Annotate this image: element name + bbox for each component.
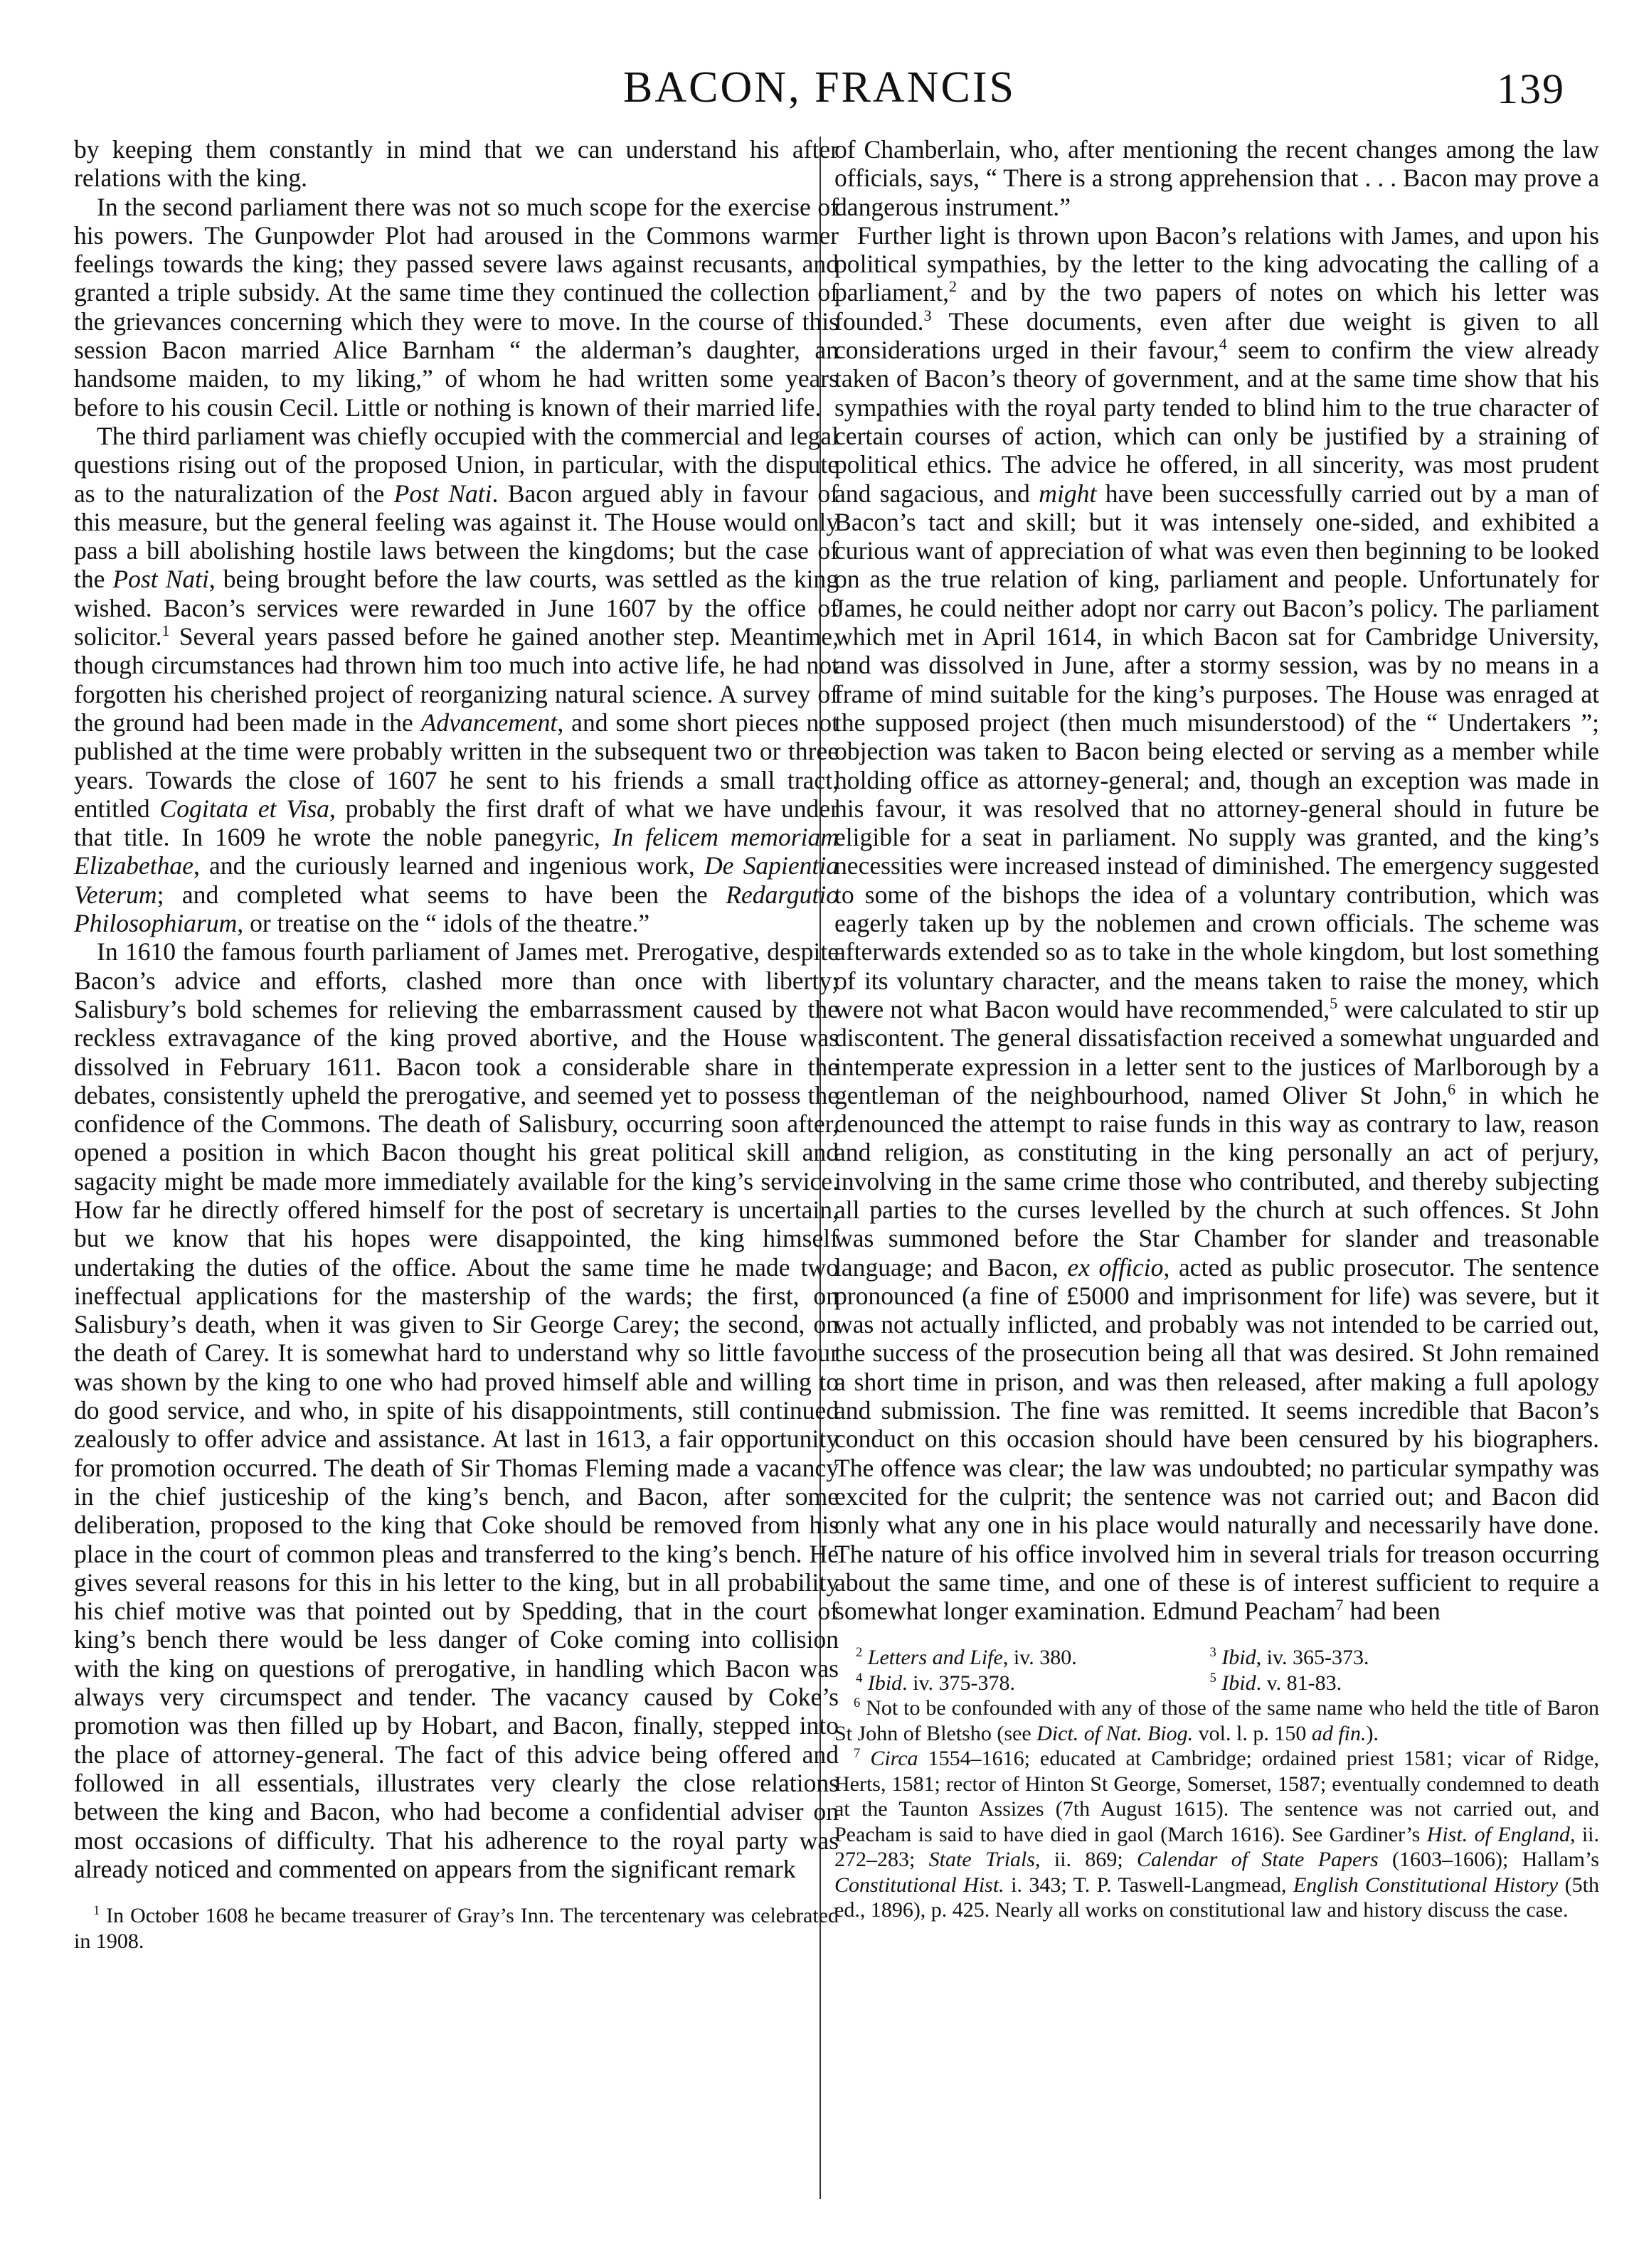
page-number: 139 xyxy=(1497,65,1565,112)
footnote: $^6$ Not to be confounded with any of those of the same name who held the title of Baron St John of Bletsho (see Dict. of Nat. Biog. vol. l. p. 150 ad fin.). xyxy=(834,1695,1599,1745)
running-title: BACON, FRANCIS xyxy=(623,63,1016,112)
footnote-row xyxy=(834,1671,1599,1696)
right-column xyxy=(834,135,1599,1923)
paragraph: The third parliament was chiefly occupied with the commercial and legal questions rising out of the proposed Union, in particular, with the dispute as to the naturalization of the Post Nati. Bacon argued ably in favour of this measure, but the general feeling was against it. The House would only pass a bill abolishing hostile laws between the kingdoms; but the case of the Post Nati, being brought before the law courts, was settled as the king wished. Bacon’s services were rewarded in June 1607 by the office of solicitor.$^1$ Several years passed before he gained another step. Meantime, though circumstances had thrown him too much into active life, he had not forgotten his cherished project of reorganizing natural science. A survey of the ground had been made in the Advancement, and some short pieces not published at the time were probably written in the subsequent two or three years. Towards the close of 1607 he sent to his friends a small tract, entitled Cogitata et Visa, probably the first draft of what we have under that title. In 1609 he wrote the noble panegyric, In felicem memoriam Elizabethae, and the curiously learned and ingenious work, De Sapientia Veterum; and completed what seems to have been the Redargutio Philosophiarum, or treatise on the “ idols of the theatre.” xyxy=(74,421,839,938)
page-header xyxy=(0,63,1639,119)
paragraph: In the second parliament there was not so much scope for the exercise of his powers. The Gunpowder Plot had aroused in the Commons warmer feelings towards the king; they passed severe laws against recusants, and granted a triple subsidy. At the same time they continued the collection of the grievances concerning which they were to move. In the course of this session Bacon married Alice Barnham “ the alderman’s daughter, an handsome maiden, to my liking,” of whom he had written some years before to his cousin Cecil. Little or nothing is known of their married life. xyxy=(74,192,839,422)
paragraph: Further light is thrown upon Bacon’s relations with James, and upon his political sympathies, by the letter to the king advocating the calling of a parliament,$^2$ and by the two papers of notes on which his letter was founded.$^3$ These documents, even after due weight is given to all considerations urged in their favour,$^4$ seem to confirm the view already taken of Bacon’s theory of government, and at the same time show that his sympathies with the royal party tended to blind him to the true character of certain courses of action, which can only be justified by a straining of political ethics. The advice he offered, in all sincerity, was most prudent and sagacious, and might have been successfully carried out by a man of Bacon’s tact and skill; but it was intensely one-sided, and exhibited a curious want of appreciation of what was even then beginning to be looked on as the true relation of king, parliament and people. Unfortunately for James, he could neither adopt nor carry out Bacon’s policy. The parliament which met in April 1614, in which Bacon sat for Cambridge University, and was dissolved in June, after a stormy session, was by no means in a frame of mind suitable for the king’s purposes. The House was enraged at the supposed project (then much misunderstood) of the “ Undertakers ”; objection was taken to Bacon being elected or serving as a member while holding office as attorney-general; and, though an exception was made in his favour, it was resolved that no attorney-general should in future be eligible for a seat in parliament. No supply was granted, and the king’s necessities were increased instead of diminished. The emergency suggested to some of the bishops the idea of a voluntary contribution, which was eagerly taken up by the noblemen and crown officials. The scheme was afterwards extended so as to take in the whole kingdom, but lost something of its voluntary character, and the means taken to raise the money, which were not what Bacon would have recommended,$^5$ were calculated to stir up discontent. The general dissatisfaction received a somewhat unguarded and intemperate expression in a letter sent to the justices of Marlborough by a gentleman of the neighbourhood, named Oliver St John,$^6$ in which he denounced the attempt to raise funds in this way as contrary to law, reason and religion, as constituting in the king personally an act of perjury, involving in the same crime those who contributed, and thereby subjecting all parties to the curses levelled by the church at such offences. St John was summoned before the Star Chamber for slander and treasonable language; and Bacon, ex officio, acted as public prosecutor. The sentence pronounced (a fine of £5000 and imprisonment for life) was severe, but it was not actually inflicted, and probably was not intended to be carried out, the success of the prosecution being all that was desired. St John remained a short time in prison, and was then released, after making a full apology and submission. The fine was remitted. It seems incredible that Bacon’s conduct on this occasion should have been censured by his biographers. The offence was clear; the law was undoubted; no particular sympathy was excited for the culprit; the sentence was not carried out; and Bacon did only what any one in his place would naturally and necessarily have done. The nature of his office involved him in several trials for treason occurring about the same time, and one of these is of interest sufficient to require a somewhat longer examination. Edmund Peacham$^7$ had been xyxy=(834,220,1599,1626)
footnote: $^4$ Ibid. iv. 375-378. xyxy=(856,1670,1016,1695)
paragraph: In 1610 the famous fourth parliament of James met. Prerogative, despite Bacon’s advice and efforts, clashed more than once with liberty; Salisbury’s bold schemes for relieving the embarrassment caused by the reckless extravagance of the king proved abortive, and the House was dissolved in February 1611. Bacon took a considerable share in the debates, consistently upheld the prerogative, and seemed yet to possess the confidence of the Commons. The death of Salisbury, occurring soon after, opened a position in which Bacon thought his great political skill and sagacity might be made more immediately available for the king’s service. How far he directly offered himself for the post of secretary is uncertain, but we know that his hopes were disappointed, the king himself undertaking the duties of the office. About the same time he made two ineffectual applications for the mastership of the wards; the first, on Salisbury’s death, when it was given to Sir George Carey; the second, on the death of Carey. It is somewhat hard to understand why so little favour was shown by the king to one who had proved himself able and willing to do good service, and who, in spite of his disappointments, still continued zealously to offer advice and assistance. At last in 1613, a fair opportunity for promotion occurred. The death of Sir Thomas Fleming made a vacancy in the chief justiceship of the king’s bench, and Bacon, after some deliberation, proposed to the king that Coke should be removed from his place in the court of common pleas and transferred to the king’s bench. He gives several reasons for this in his letter to the king, but in all probability his chief motive was that pointed out by Spedding, that in the court of king’s bench there would be less danger of Coke coming into collision with the king on questions of prerogative, in handling which Bacon was always very circumspect and tender. The vacancy caused by Coke’s promotion was then filled up by Hobart, and Bacon, finally, stepped into the place of attorney-general. The fact of this advice being offered and followed in all essentials, illustrates very clearly the close relations between the king and Bacon, who had become a confidential adviser on most occasions of difficulty. That his adherence to the royal party was already noticed and commented on appears from the significant remark xyxy=(74,937,839,1883)
footnote: $^2$ Letters and Life, iv. 380. xyxy=(856,1645,1077,1670)
footnote: $^7$ Circa 1554–1616; educated at Cambridge; ordained priest 1581; vicar of Ridge, Herts, 1581; rector of Hinton St George, Somerset, 1587; eventually condemned to death at the Taunton Assizes (7th August 1615). The sentence was not carried out, and Peacham is said to have died in gaol (March 1616). See Gardiner’s Hist. of England, ii. 272–283; State Trials, ii. 869; Calendar of State Papers (1603–1606); Hallam’s Constitutional Hist. i. 343; T. P. Taswell-Langmead, English Constitutional History (5th ed., 1896), p. 425. Nearly all works on constitutional law and history discuss the case. xyxy=(834,1746,1600,1922)
footnotes xyxy=(834,1645,1599,1923)
footnote: $^3$ Ibid, iv. 365-373. xyxy=(1209,1645,1369,1670)
footnote: $^1$ In October 1608 he became treasurer of Gray’s Inn. The tercentenary was celebrated in 1908. xyxy=(74,1903,839,1953)
footnote-ref: 1 xyxy=(161,622,170,640)
footnotes xyxy=(74,1903,839,1954)
paragraph: of Chamberlain, who, after mentioning the recent changes among the law officials, says, “ There is a strong apprehension that . . . Bacon may prove a dangerous instrument.” xyxy=(834,135,1599,221)
footnote-row xyxy=(834,1645,1599,1671)
footnote: $^5$ Ibid. v. 81-83. xyxy=(1209,1670,1342,1695)
left-column xyxy=(74,135,839,1954)
paragraph: by keeping them constantly in mind that we can understand his after relations with the king. xyxy=(74,135,839,193)
